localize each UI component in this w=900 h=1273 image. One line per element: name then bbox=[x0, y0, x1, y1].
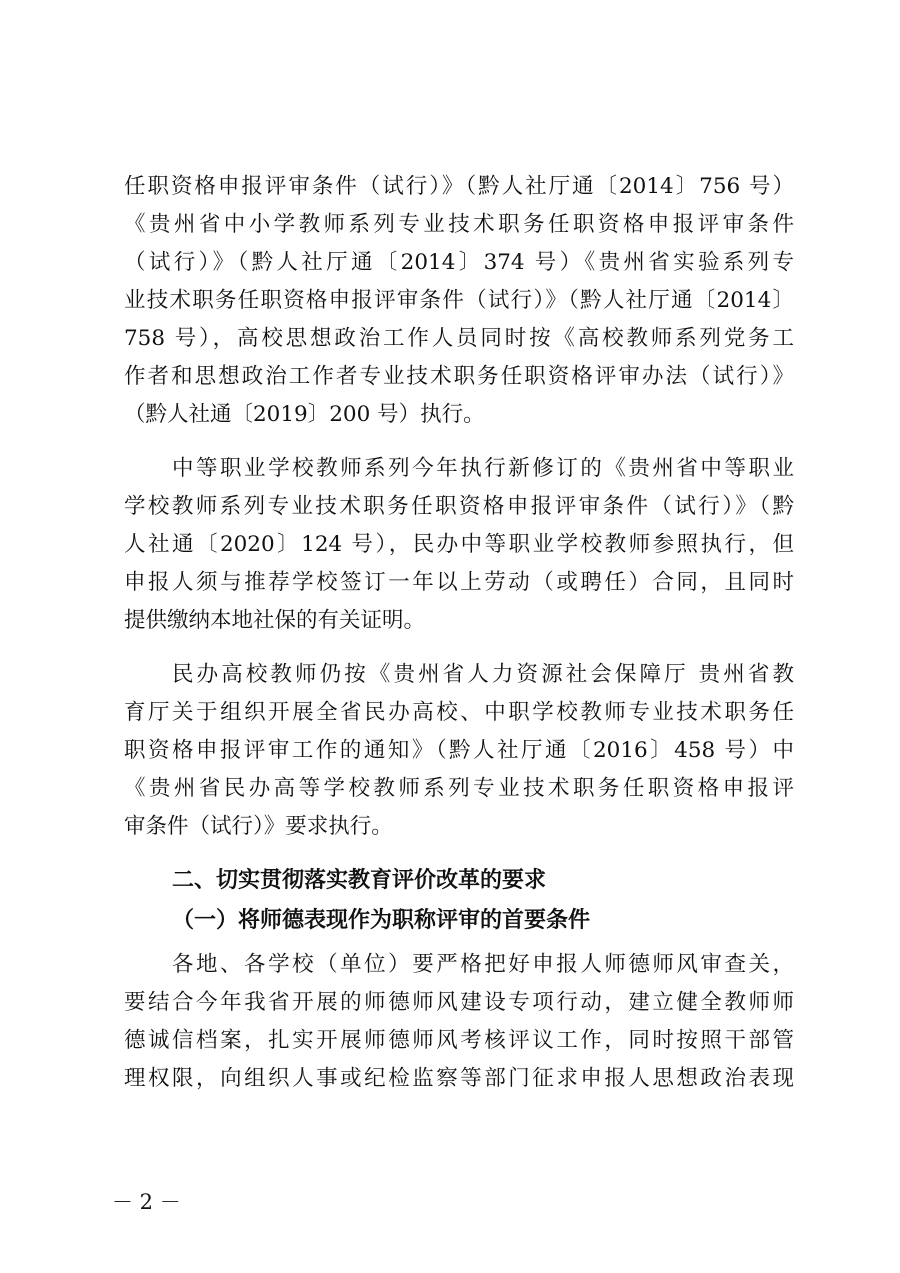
paragraph-4-line-1: 各地、各学校（单位）要严格把好申报人师德师风审查关， bbox=[172, 952, 794, 977]
paragraph-1-line-1: 任职资格申报评审条件（试行）》（黔人社厅通〔2014〕756 号） bbox=[124, 174, 794, 199]
paragraph-2-line-5: 提供缴纳本地社保的有关证明。 bbox=[124, 608, 426, 633]
paragraph-4-line-2: 要结合今年我省开展的师德师风建设专项行动，建立健全教师师 bbox=[124, 990, 794, 1015]
paragraph-1-line-2: 《贵州省中小学教师系列专业技术职务任职资格申报评审条件 bbox=[124, 212, 794, 237]
subsection-heading: （一）将师德表现作为职称评审的首要条件 bbox=[172, 908, 591, 933]
paragraph-2-line-1: 中等职业学校教师系列今年执行新修订的《贵州省中等职业 bbox=[172, 456, 794, 481]
paragraph-3-line-2: 育厅关于组织开展全省民办高校、中职学校教师专业技术职务任 bbox=[124, 700, 794, 725]
paragraph-1-line-3: （试行）》（黔人社厅通〔2014〕374 号）《贵州省实验系列专 bbox=[124, 250, 794, 275]
paragraph-3-line-5: 审条件（试行）》要求执行。 bbox=[124, 814, 393, 839]
paragraph-4-line-4: 理权限，向组织人事或纪检监察等部门征求申报人思想政治表现 bbox=[124, 1066, 794, 1091]
paragraph-3-line-4: 《贵州省民办高等学校教师系列专业技术职务任职资格申报评 bbox=[124, 776, 794, 801]
paragraph-1-line-6: 作者和思想政治工作者专业技术职务任职资格评审办法（试行）》 bbox=[124, 364, 794, 389]
section-heading: 二、切实贯彻落实教育评价改革的要求 bbox=[172, 868, 547, 893]
paragraph-3-line-1: 民办高校教师仍按《贵州省人力资源社会保障厅 贵州省教 bbox=[172, 662, 794, 687]
paragraph-3-line-3: 职资格申报评审工作的通知》（黔人社厅通〔2016〕458 号）中 bbox=[124, 738, 794, 763]
paragraph-4-line-3: 德诚信档案，扎实开展师德师风考核评议工作，同时按照干部管 bbox=[124, 1028, 794, 1053]
page-number: － 2 － bbox=[112, 1190, 181, 1214]
paragraph-2-line-4: 申报人须与推荐学校签订一年以上劳动（或聘任）合同，且同时 bbox=[124, 570, 794, 595]
paragraph-2-line-3: 人社通〔2020〕124 号），民办中等职业学校教师参照执行，但 bbox=[124, 532, 794, 557]
paragraph-2-line-2: 学校教师系列专业技术职务任职资格申报评审条件（试行）》（黔 bbox=[124, 494, 794, 519]
paragraph-1-line-5: 758 号），高校思想政治工作人员同时按《高校教师系列党务工 bbox=[124, 326, 794, 351]
paragraph-1-line-7: （黔人社通〔2019〕200 号）执行。 bbox=[124, 402, 485, 427]
paragraph-1-line-4: 业技术职务任职资格申报评审条件（试行）》（黔人社厅通〔2014〕 bbox=[124, 288, 794, 313]
